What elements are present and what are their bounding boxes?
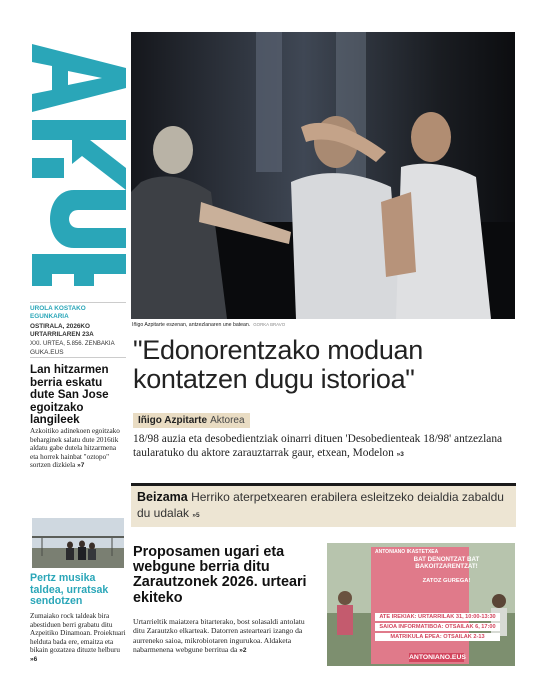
dateline xyxy=(30,302,126,357)
prop-summary xyxy=(133,617,318,655)
issue-number: XXI. URTEA, 5.856. ZENBAKIA xyxy=(30,341,115,347)
ad-slogan: BAT DENONTZAT BAT BAKOITZARENTZAT! xyxy=(413,556,480,571)
caption-text: Iñigo Azpitarte eszenan, antzezlanaren une batean. xyxy=(132,322,251,328)
prop-summary-text: Urtarrieltik maiatzera bitarterako, bost solasaldi antolatu ditu Zarautzko elkarteak. Datorren astearteari izango da aurreneko saioa, mikrobiotaren ingurukoa. Aldaketa nabarmenena webgune berritua da xyxy=(133,617,305,654)
lan-headline[interactable]: Lan hitzarmen berria eskatu dute San Jose egoitzako langileek xyxy=(30,363,109,426)
lead-photo xyxy=(131,32,515,319)
brief-text: Herriko aterpetxearen erabilera esleitzeko deialdia zabaldu du udalak xyxy=(137,490,504,520)
website[interactable]: GUKA.EUS xyxy=(30,349,64,356)
brief-place: Beizama xyxy=(137,490,188,504)
page-ref[interactable]: »3 xyxy=(396,450,404,458)
page-ref[interactable]: »2 xyxy=(239,646,247,654)
ad-website[interactable]: ANTONIANO.EUS xyxy=(409,654,466,661)
pertz-headline[interactable]: Pertz musika taldea, urratsak sendotzen xyxy=(30,572,109,608)
interviewee-name: Iñigo Azpitarte xyxy=(138,415,208,426)
pertz-summary-text: Zumaiako rock taldeak bira abestiduen berri grabatu ditu Azpeitiko Dinamoan. Proiektuari helduta bada ere, emaitza eta bikain gozatzea dituzte helburu xyxy=(30,612,126,655)
pertz-photo xyxy=(32,518,124,568)
lead-headline[interactable]: "Edonorentzako moduan kontatzen dugu istorioa" xyxy=(133,335,423,394)
edition-label: UROLA KOSTAKO EGUNKARIA xyxy=(30,305,86,320)
band-photo-icon xyxy=(32,518,124,568)
lead-summary xyxy=(133,433,523,461)
pertz-summary xyxy=(30,612,126,665)
lead-summary-text: 18/98 auzia eta desobedientziak oinarri dituen 'Desobedienteak 18/98' antzezlana taularatuko du aktore zarauztarrak gaur, etxean, Modelon xyxy=(133,433,503,459)
photo-credit: GORKA BRAVO xyxy=(253,322,286,327)
ad-open-day: ATE IREKIAK: URTARRILAK 31, 10:00-13:30 xyxy=(375,613,500,621)
prop-headline[interactable]: Proposamen ugari eta webgune berria ditu Zarautzonek 2026. urteari ekiteko xyxy=(133,544,307,606)
ad-enrollment: MATRIKULA EPEA: OTSAILAK 2-13 xyxy=(375,633,500,641)
lan-summary-text: Azkoitiko adinekoen egoitzako beharginek salatu dute 2016tik aldatu gabe dutela hitzarmena eta horrek hainbat "oztopo" sortzen dizkiela xyxy=(30,427,120,470)
lan-summary xyxy=(30,427,126,471)
stage-scene-icon xyxy=(131,32,515,319)
antoniano-ad[interactable] xyxy=(327,543,515,666)
page-ref[interactable]: »5 xyxy=(192,512,200,519)
interviewee-role: Aktorea xyxy=(210,415,245,426)
page-ref[interactable]: »7 xyxy=(77,462,85,470)
interviewee-tag xyxy=(133,413,250,428)
ad-info-session: SAIOA INFORMATIBOA: OTSAILAK 6, 17:00 xyxy=(375,623,500,631)
guka-logo-icon xyxy=(24,40,134,290)
ad-call-to-action: ZATOZ GUREGA! xyxy=(422,578,471,584)
photo-caption xyxy=(132,322,285,328)
ad-brand: ANTONIANO IKASTETXEA xyxy=(375,549,439,555)
divider xyxy=(30,357,126,358)
page-ref[interactable]: »6 xyxy=(30,655,38,663)
beizama-brief[interactable] xyxy=(131,483,516,527)
masthead-logo xyxy=(24,40,134,290)
issue-date: OSTIRALA, 2026KO URTARRILAREN 23A xyxy=(30,323,94,338)
